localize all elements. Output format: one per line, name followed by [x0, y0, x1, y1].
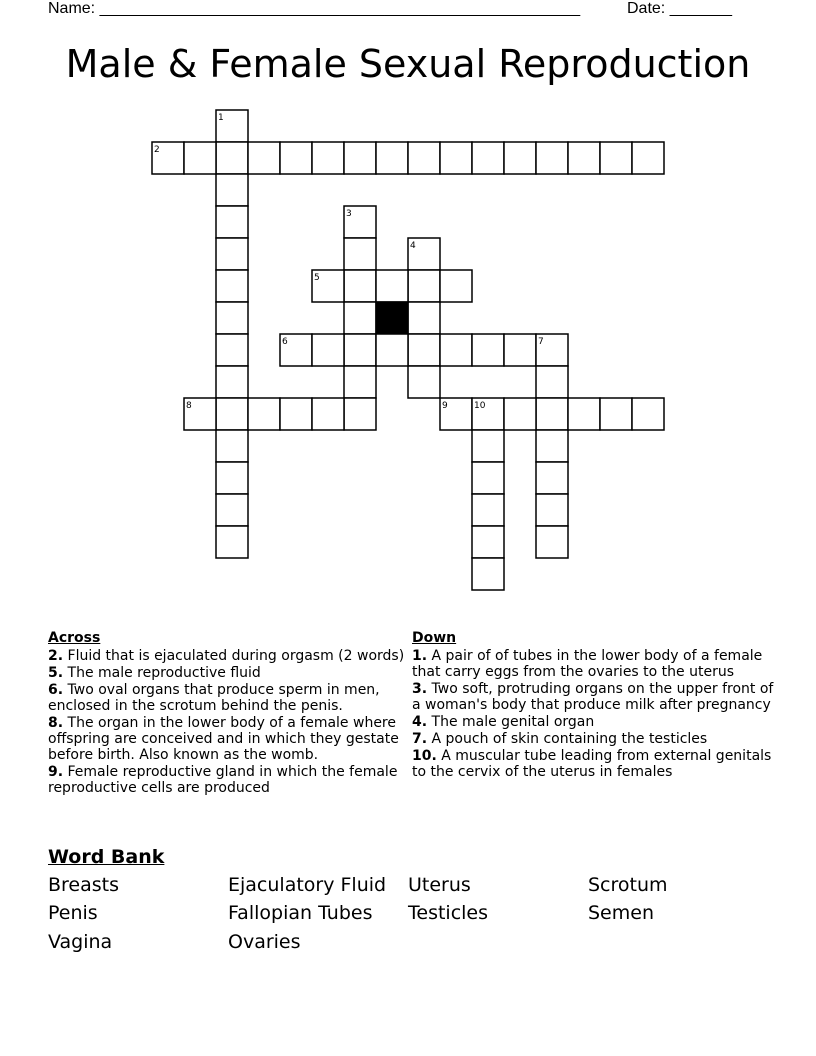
grid-cell[interactable]	[632, 142, 664, 174]
grid-cell[interactable]	[248, 142, 280, 174]
grid-cell[interactable]	[408, 270, 440, 302]
clue-across	[48, 682, 406, 714]
grid-cell[interactable]	[184, 142, 216, 174]
grid-cell[interactable]	[536, 142, 568, 174]
clue-down	[412, 748, 774, 780]
grid-cell[interactable]	[408, 302, 440, 334]
grid-cell[interactable]	[216, 430, 248, 462]
grid-cell[interactable]	[536, 366, 568, 398]
grid-cell[interactable]	[344, 270, 376, 302]
clue-down	[412, 648, 774, 680]
grid-cell[interactable]	[440, 270, 472, 302]
clue-text: A muscular tube leading from external genitals to the cervix of the uterus in females	[412, 748, 772, 780]
word-bank-item: Vagina	[48, 931, 113, 953]
grid-cell[interactable]	[536, 430, 568, 462]
across-heading: Across	[48, 630, 101, 646]
grid-cell[interactable]	[216, 366, 248, 398]
grid-cell[interactable]	[280, 398, 312, 430]
cell-number: 7	[538, 337, 544, 347]
grid-cell[interactable]	[568, 142, 600, 174]
grid-cell[interactable]	[376, 270, 408, 302]
clue-across	[48, 648, 406, 664]
word-bank-title: Word Bank	[48, 846, 165, 868]
clue-text: The male genital organ	[431, 714, 595, 730]
grid-cell[interactable]	[568, 398, 600, 430]
black-cell	[376, 302, 408, 334]
clue-number: 6.	[48, 682, 64, 698]
page-title: Male & Female Sexual Reproduction	[65, 42, 751, 86]
grid-cell[interactable]	[344, 302, 376, 334]
grid-cell[interactable]	[216, 334, 248, 366]
clue-text: Fluid that is ejaculated during orgasm (2 words)	[67, 648, 405, 664]
grid-cell[interactable]	[600, 142, 632, 174]
clue-text: Female reproductive gland in which the female reproductive cells are produced	[48, 764, 398, 796]
word-bank-item: Penis	[48, 902, 98, 924]
cell-number: 1	[218, 113, 224, 123]
grid-cell[interactable]	[344, 366, 376, 398]
grid-cell[interactable]	[216, 494, 248, 526]
grid-cell[interactable]	[472, 462, 504, 494]
cell-number: 3	[346, 209, 352, 219]
clue-down	[412, 714, 774, 730]
down-clues	[412, 630, 774, 781]
grid-cell[interactable]	[344, 142, 376, 174]
clue-text: Two soft, protruding organs on the upper front of a woman's body that produce milk after pregnancy	[412, 681, 774, 713]
grid-cell[interactable]	[536, 462, 568, 494]
clue-text: Two oval organs that produce sperm in men, enclosed in the scrotum behind the penis.	[48, 682, 380, 714]
cell-number: 8	[186, 401, 192, 411]
clue-across	[48, 665, 406, 681]
cell-number: 6	[282, 337, 288, 347]
word-bank-item: Ovaries	[228, 931, 301, 953]
cell-number: 5	[314, 273, 320, 283]
grid-cell[interactable]	[216, 302, 248, 334]
word-bank-item: Scrotum	[588, 874, 668, 896]
grid-cell[interactable]	[408, 366, 440, 398]
clue-number: 9.	[48, 764, 64, 780]
grid-cell[interactable]	[472, 430, 504, 462]
grid-cell[interactable]	[408, 334, 440, 366]
word-bank-item: Uterus	[408, 874, 471, 896]
grid-cell[interactable]	[216, 206, 248, 238]
grid-cell[interactable]	[312, 398, 344, 430]
clue-number: 7.	[412, 731, 428, 747]
grid-cell[interactable]	[312, 334, 344, 366]
cell-number: 9	[442, 401, 448, 411]
word-bank-item: Semen	[588, 902, 654, 924]
clue-number: 8.	[48, 715, 64, 731]
grid-cell[interactable]	[216, 526, 248, 558]
clue-number: 10.	[412, 748, 437, 764]
word-bank-item: Testicles	[408, 902, 489, 924]
clue-text: A pouch of skin containing the testicles	[431, 731, 708, 747]
clue-text: The organ in the lower body of a female where offspring are conceived and in which they gestate before birth. Also known as the womb.	[48, 715, 399, 763]
date-field[interactable]: Date: _______	[627, 0, 732, 17]
grid-cell[interactable]	[472, 334, 504, 366]
down-heading: Down	[412, 630, 457, 646]
grid-cell[interactable]	[440, 334, 472, 366]
cell-number: 4	[410, 241, 416, 251]
name-field[interactable]: Name: ______________________________________________________	[48, 0, 581, 17]
clue-text: A pair of of tubes in the lower body of a female that carry eggs from the ovaries to the uterus	[412, 648, 763, 680]
grid-cell[interactable]	[632, 398, 664, 430]
grid-cell[interactable]	[216, 142, 248, 174]
cell-number: 10	[474, 401, 486, 411]
grid-cell[interactable]	[472, 526, 504, 558]
grid-cell[interactable]	[504, 142, 536, 174]
grid-cell[interactable]	[248, 398, 280, 430]
grid-cell[interactable]	[216, 398, 248, 430]
grid-cell[interactable]	[344, 334, 376, 366]
cell-number: 2	[154, 145, 160, 155]
clue-across	[48, 715, 406, 763]
word-bank-item: Fallopian Tubes	[228, 902, 373, 924]
grid-cell[interactable]	[344, 238, 376, 270]
word-bank-item: Breasts	[48, 874, 120, 896]
word-bank-item: Ejaculatory Fluid	[228, 874, 387, 896]
grid-cell[interactable]	[280, 142, 312, 174]
grid-cell[interactable]	[504, 334, 536, 366]
clue-text: The male reproductive fluid	[67, 665, 261, 681]
grid-cell[interactable]	[472, 142, 504, 174]
grid-cell[interactable]	[376, 142, 408, 174]
clue-down	[412, 731, 774, 747]
grid-cell[interactable]	[600, 398, 632, 430]
grid-cell[interactable]	[472, 494, 504, 526]
grid-cell[interactable]	[376, 334, 408, 366]
clue-number: 3.	[412, 681, 428, 697]
grid-cell[interactable]	[216, 238, 248, 270]
across-clues	[48, 630, 406, 797]
clue-number: 5.	[48, 665, 64, 681]
grid-cell[interactable]	[536, 494, 568, 526]
clue-number: 2.	[48, 648, 64, 664]
grid-cell[interactable]	[344, 398, 376, 430]
grid-cell[interactable]	[312, 142, 344, 174]
grid-cell[interactable]	[536, 526, 568, 558]
grid-cell[interactable]	[472, 558, 504, 590]
clue-down	[412, 681, 774, 713]
grid-cell[interactable]	[536, 398, 568, 430]
grid-cell[interactable]	[216, 270, 248, 302]
clue-number: 4.	[412, 714, 428, 730]
grid-cell[interactable]	[216, 174, 248, 206]
grid-cell[interactable]	[440, 142, 472, 174]
grid-cell[interactable]	[504, 398, 536, 430]
clue-number: 1.	[412, 648, 428, 664]
grid-cell[interactable]	[216, 462, 248, 494]
clue-across	[48, 764, 406, 796]
grid-cell[interactable]	[408, 142, 440, 174]
